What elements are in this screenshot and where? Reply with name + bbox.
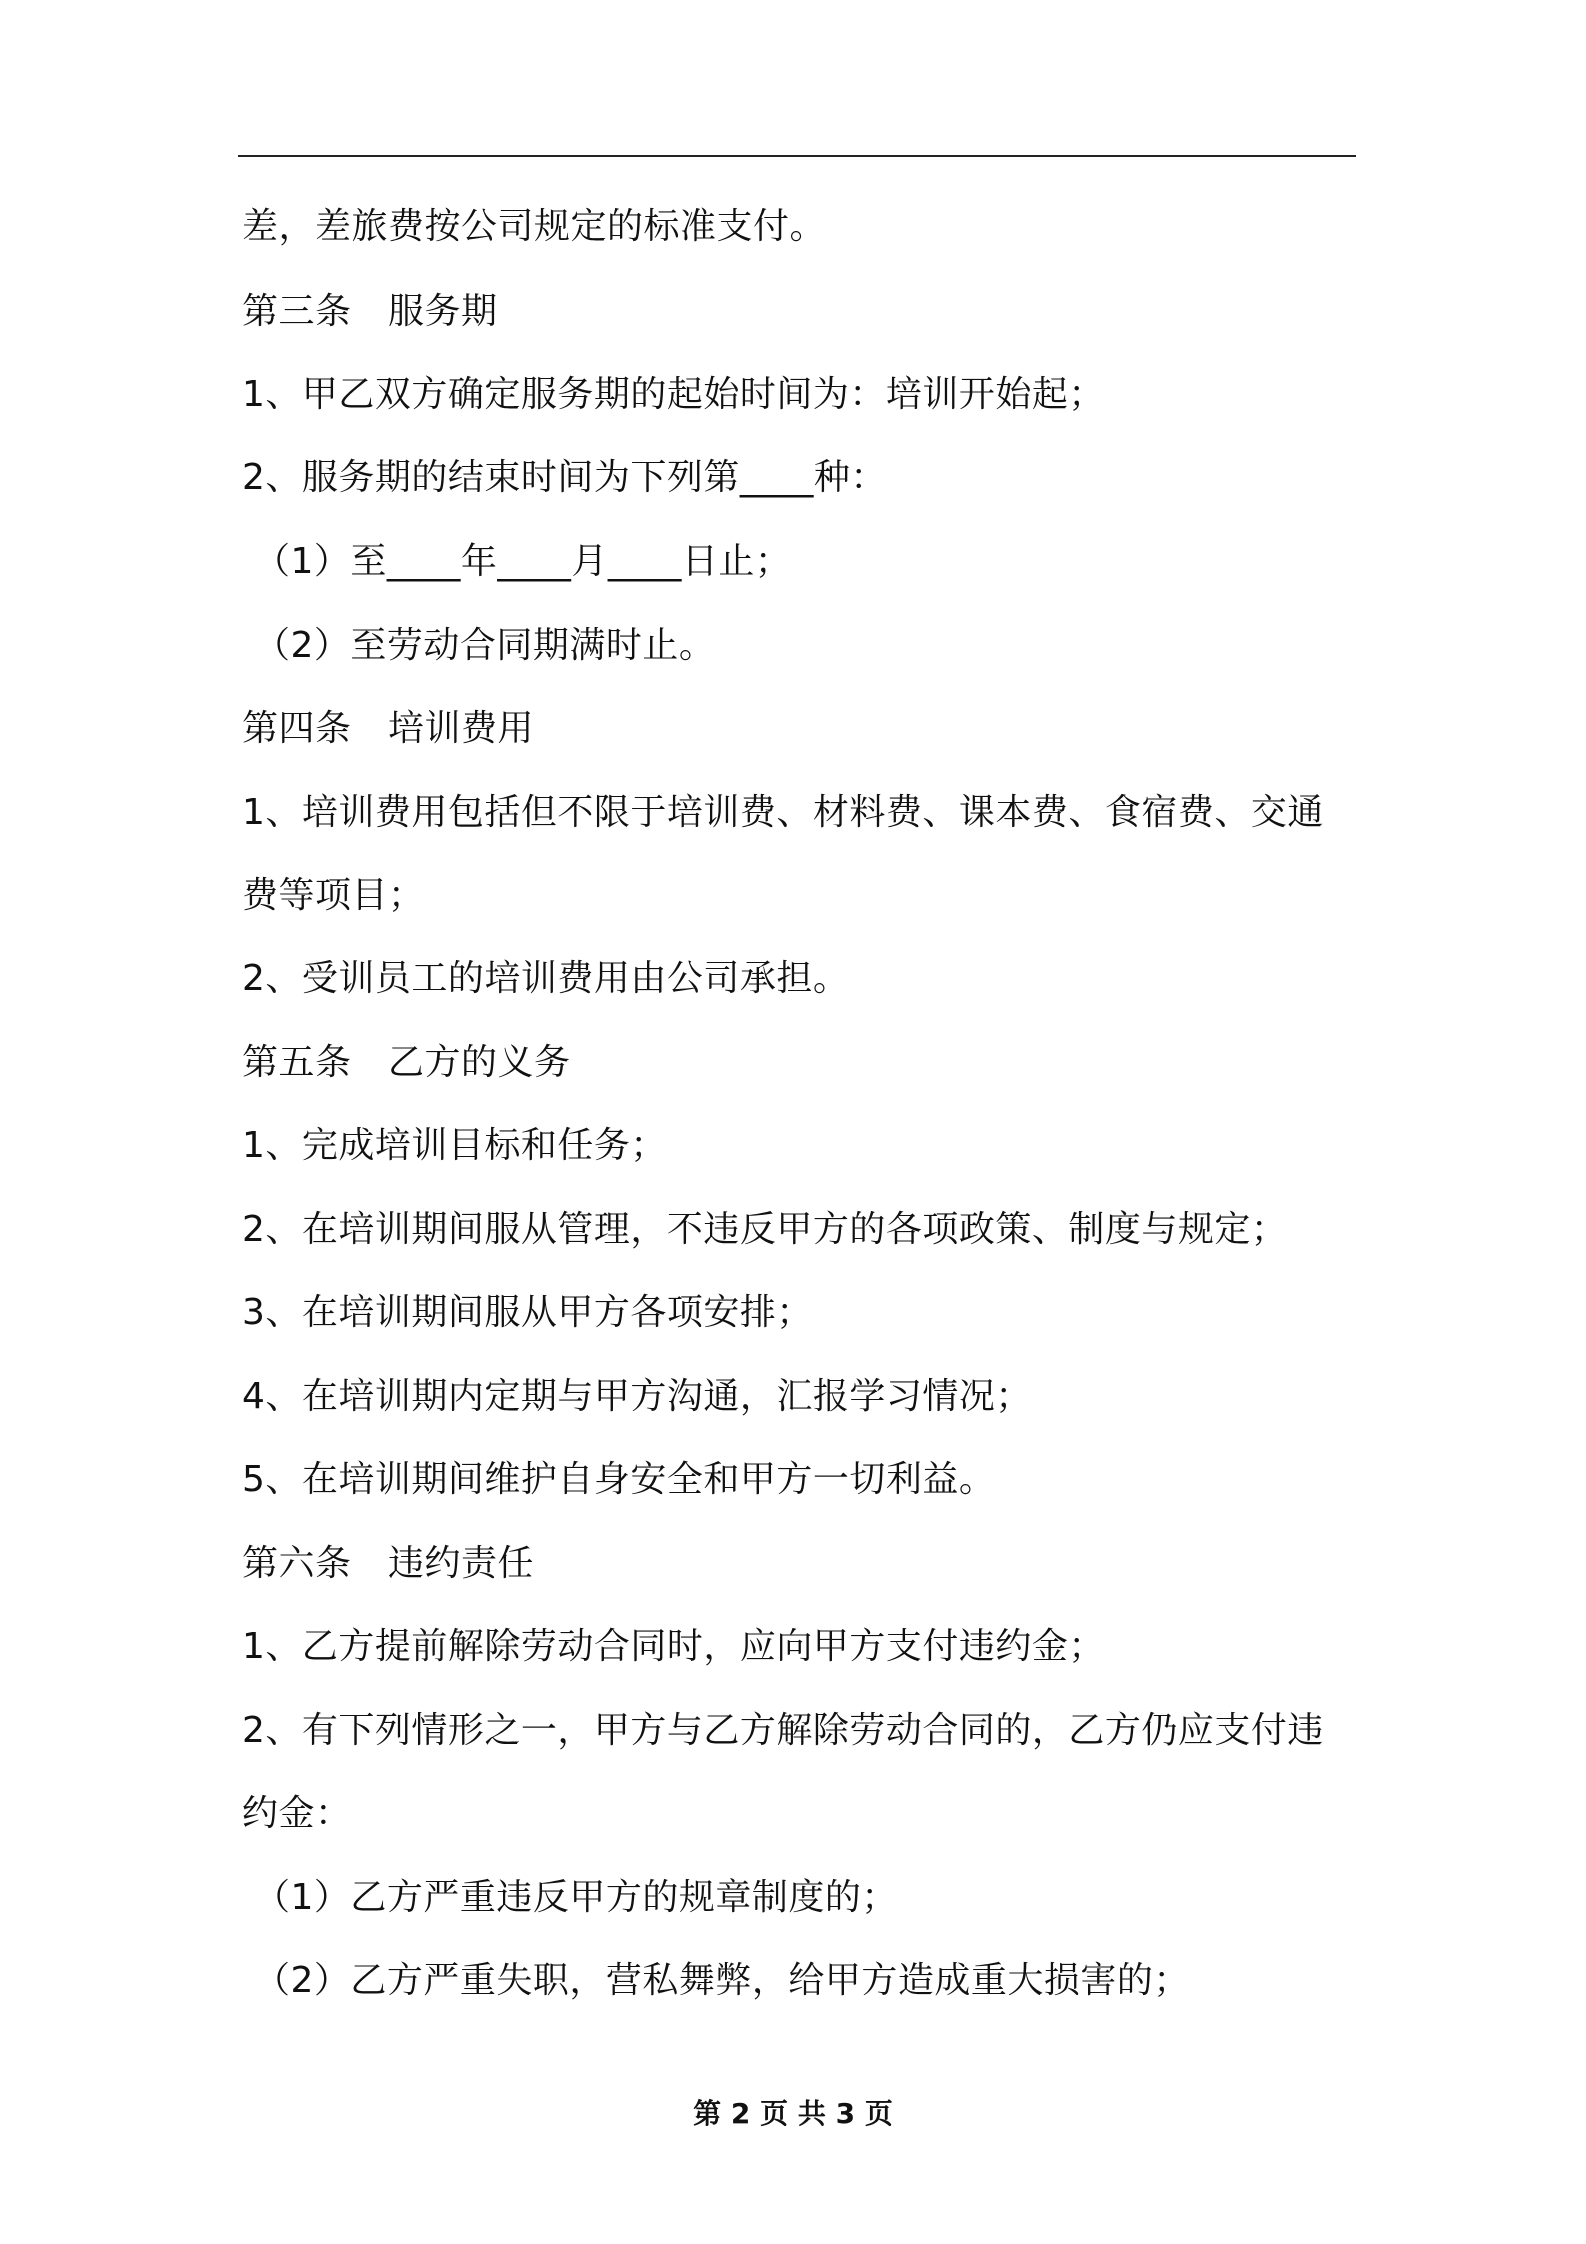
body-line: 2、受训员工的培训费用由公司承担。 xyxy=(242,958,850,999)
body-line: （1）至____年____月____日止； xyxy=(254,541,792,582)
body-line: 约金： xyxy=(242,1793,352,1834)
page-footer: 第 2 页 共 3 页 xyxy=(693,2097,893,2130)
article-heading: 第六条 违约责任 xyxy=(242,1543,535,1584)
body-line: 2、有下列情形之一，甲方与乙方解除劳动合同的，乙方仍应支付违 xyxy=(242,1710,1324,1751)
body-line: 1、完成培训目标和任务； xyxy=(242,1125,667,1166)
article-heading: 第四条 培训费用 xyxy=(242,708,535,749)
body-line: 1、甲乙双方确定服务期的起始时间为：培训开始起； xyxy=(242,374,1105,415)
body-line: 1、乙方提前解除劳动合同时，应向甲方支付违约金； xyxy=(242,1626,1105,1667)
body-line: 2、服务期的结束时间为下列第____种： xyxy=(242,457,887,498)
body-line: 费等项目； xyxy=(242,875,425,916)
body-line: 5、在培训期间维护自身安全和甲方一切利益。 xyxy=(242,1459,996,1500)
body-line: 3、在培训期间服从甲方各项安排； xyxy=(242,1292,813,1333)
header-rule xyxy=(238,155,1356,157)
body-line: （2）至劳动合同期满时止。 xyxy=(254,625,716,666)
body-line: （1）乙方严重违反甲方的规章制度的； xyxy=(254,1877,898,1918)
body-line: （2）乙方严重失职，营私舞弊，给甲方造成重大损害的； xyxy=(254,1960,1190,2001)
body-line: 差，差旅费按公司规定的标准支付。 xyxy=(242,206,827,247)
article-heading: 第五条 乙方的义务 xyxy=(242,1042,571,1083)
body-line: 4、在培训期内定期与甲方沟通，汇报学习情况； xyxy=(242,1376,1032,1417)
body-line: 1、培训费用包括但不限于培训费、材料费、课本费、食宿费、交通 xyxy=(242,792,1324,833)
article-heading: 第三条 服务期 xyxy=(242,291,498,332)
body-line: 2、在培训期间服从管理，不违反甲方的各项政策、制度与规定； xyxy=(242,1209,1288,1250)
